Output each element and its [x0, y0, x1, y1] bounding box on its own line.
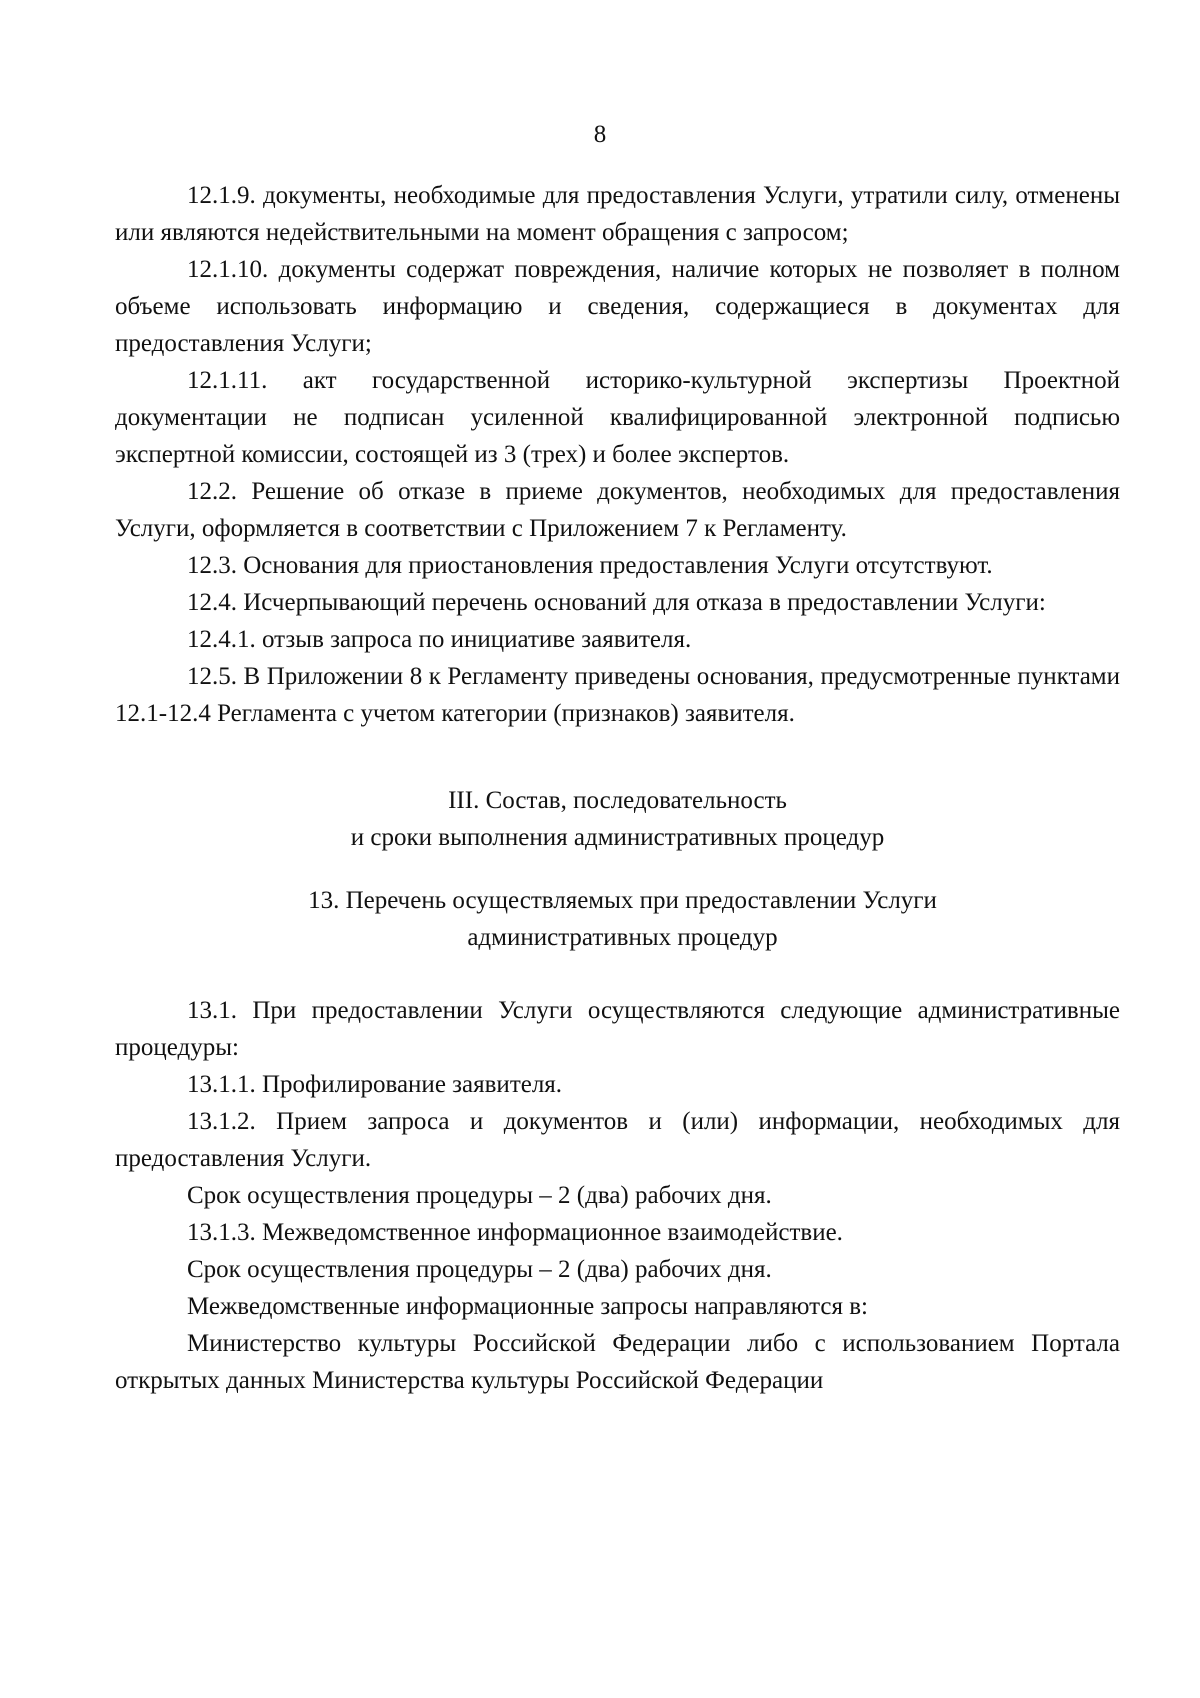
section-3-heading [115, 782, 1120, 856]
section-3-heading-line-2: и сроки выполнения административных процедур [350, 824, 885, 851]
paragraph-13-1: 13.1. При предоставлении Услуги осуществляются следующие административные процедуры: [115, 997, 1120, 1061]
page-number: 8 [593, 121, 607, 148]
paragraph-12-2: 12.2. Решение об отказе в приеме документов, необходимых для предоставления Услуги, оформляется в соответствии с Приложением 7 к Регламенту. [115, 478, 1120, 542]
paragraph-12-1-9: 12.1.9. документы, необходимые для предоставления Услуги, утратили силу, отменены или являются недействительными на момент обращения с запросом; [115, 182, 1120, 246]
paragraph-13-1-3: 13.1.3. Межведомственное информационное взаимодействие. [187, 1219, 843, 1246]
paragraph-12-1-11: 12.1.11. акт государственной историко-культурной экспертизы Проектной документации не подписан усиленной квалифицированной электронной подписью экспертной комиссии, состоящей из 3 (трех) и более экспертов. [115, 367, 1120, 468]
section-3-heading-line-1: III. Состав, последовательность [448, 787, 787, 814]
paragraph-12-4: 12.4. Исчерпывающий перечень оснований для отказа в предоставлении Услуги: [187, 589, 1046, 616]
paragraph-ministry-of-culture: Министерство культуры Российской Федерации либо с использованием Портала открытых данных Министерства культуры Российской Федерации [115, 1330, 1120, 1394]
document-body [115, 177, 1120, 1399]
paragraph-12-4-1: 12.4.1. отзыв запроса по инициативе заявителя. [187, 626, 692, 653]
paragraph-12-5: 12.5. В Приложении 8 к Регламенту приведены основания, предусмотренные пунктами 12.1-12.4 Регламента с учетом категории (признаков) заявителя. [115, 663, 1120, 727]
section-13-body [115, 992, 1120, 1399]
paragraph-procedure-term-2: Срок осуществления процедуры – 2 (два) рабочих дня. [187, 1256, 772, 1283]
paragraph-12-1-10: 12.1.10. документы содержат повреждения, наличие которых не позволяет в полном объеме использовать информацию и сведения, содержащиеся в документах для предоставления Услуги; [115, 256, 1120, 357]
section-13-heading-line-2: административных процедур [467, 924, 778, 951]
paragraph-procedure-term-1: Срок осуществления процедуры – 2 (два) рабочих дня. [187, 1182, 772, 1209]
paragraph-13-1-1: 13.1.1. Профилирование заявителя. [187, 1071, 563, 1098]
paragraph-12-3: 12.3. Основания для приостановления предоставления Услуги отсутствуют. [187, 552, 993, 579]
section-13-heading-line-1: 13. Перечень осуществляемых при предоставлении Услуги [308, 887, 937, 914]
paragraph-13-1-2: 13.1.2. Прием запроса и документов и (или) информации, необходимых для предоставления Услуги. [115, 1108, 1120, 1172]
section-13-heading [115, 882, 1120, 956]
paragraph-interagency-requests: Межведомственные информационные запросы направляются в: [187, 1293, 868, 1320]
